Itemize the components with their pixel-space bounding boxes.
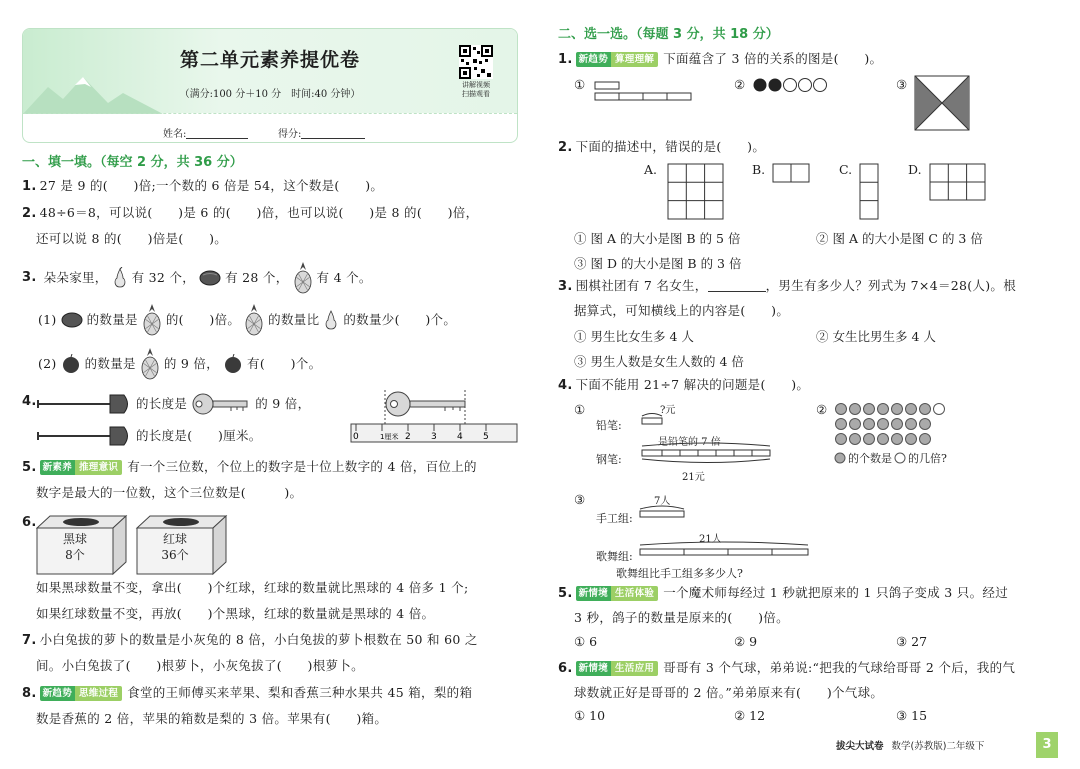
s2-q1-tag: 新趋势 算理理解: [576, 52, 659, 67]
s2-q6-opt3: ③ 15: [896, 708, 928, 723]
s2-q1-opt2-label: ②: [734, 77, 746, 92]
grey-circle: [850, 434, 861, 445]
exam-header: [22, 28, 518, 143]
ruler-tick-4: 4: [457, 432, 463, 442]
grey-circle: [892, 434, 903, 445]
grey-circle: [878, 419, 889, 430]
s1-q8-line2: 数是香蕉的 2 倍，苹果的箱数是梨的 3 倍。苹果有( )箱。: [36, 711, 388, 726]
grey-circle: [850, 404, 861, 415]
qr-caption-2: 扫描观看: [462, 90, 490, 98]
s2-q5-opt2: ② 9: [734, 634, 758, 649]
ruler-tick-1: 1厘米: [380, 433, 399, 441]
s2-q5-opt1: ① 6: [574, 634, 598, 649]
s1-q7-line1: 小白兔拔的萝卜的数量是小灰兔的 8 倍，小白兔拔的萝卜根数在 50 和 60 之: [39, 632, 478, 647]
s2-q2-opt2: ② 图 A 的大小是图 C 的 3 倍: [816, 231, 983, 246]
pineapple-icon: [293, 262, 313, 294]
page-footer: [836, 738, 984, 752]
exam-title: 第二单元素养提优卷: [179, 49, 360, 71]
s1-question-8: 8. 新趋势 思维过程 食堂的王师傅买来苹果、梨和香蕉三种水果共 45 箱，梨的箱: [22, 685, 473, 701]
exam-subtitle: （满分:100 分＋10 分 时间:40 分钟）: [179, 89, 361, 100]
s2-q2-grid-a: [667, 163, 725, 221]
grey-circle: [906, 404, 917, 415]
pear-icon: [112, 267, 128, 289]
s2-q4-pencil: 铅笔:: [596, 419, 622, 432]
s2-q6-opt1: ① 10: [574, 708, 606, 723]
s1-q4-l2: 的长度是( )厘米。: [136, 428, 262, 443]
s1-q3-2b: 的数量是: [84, 356, 136, 371]
footer-brand: 拔尖大试卷: [836, 741, 884, 752]
s1-q5-line2: 数字是最大的一位数，这个三位数是( )。: [36, 485, 303, 500]
grey-circle: [836, 404, 847, 415]
s2-q4-opt1-label: ①: [574, 402, 586, 417]
s1-q3-a: 朵朵家里，: [43, 270, 108, 285]
grey-circle: [864, 434, 875, 445]
s2-q4-text: 下面不能用 21÷7 解决的问题是( )。: [575, 377, 810, 392]
s2-q3-opt2: ② 女生比男生多 4 人: [816, 329, 936, 344]
s2-q1-bars: [594, 80, 712, 102]
s2-q6-tag: 新情境 生活应用: [576, 661, 659, 676]
s1-q3-1b: 的数量是: [86, 312, 138, 327]
grey-circle: [864, 419, 875, 430]
s1-q3-1d: 的数量比: [268, 312, 320, 327]
s1-q4-l1a: 的长度是: [136, 396, 188, 411]
ruler-tick-3: 3: [431, 432, 437, 442]
s2-q4-opt3-label: ③: [574, 492, 586, 507]
s2-q1-square: [914, 75, 970, 131]
s1-q3-c: 有 28 个，: [225, 270, 289, 285]
shovel-icon: [36, 392, 132, 416]
grey-circle: [906, 434, 917, 445]
section2-heading: 二、选一选。（每题 3 分，共 18 分）: [558, 27, 779, 42]
grey-circle: [892, 419, 903, 430]
s1-q4-line1: [36, 392, 310, 416]
s2-q1-opt1-label: ①: [574, 77, 586, 92]
s2-q2-grid-d: [929, 163, 987, 203]
white-circle: [934, 404, 945, 415]
grey-circle: [892, 404, 903, 415]
grey-circle: [878, 404, 889, 415]
grey-circles: [836, 404, 945, 445]
s2-question-2: 2. 下面的描述中，错误的是( )。: [558, 139, 766, 155]
s2-q6-line2: 球数就正好是哥哥的 2 倍。”弟弟原来有( )个气球。: [574, 685, 884, 700]
score-blank[interactable]: [301, 127, 365, 139]
s1-q4-line2: [36, 424, 262, 448]
s1-q7-line2: 间。小白兔拔了( )根萝卜，小灰兔拔了( )根萝卜。: [36, 658, 364, 673]
s1-q4-l1b: 的 9 倍，: [255, 396, 311, 411]
s1-question-7: 7. 小白兔拔的萝卜的数量是小灰兔的 8 倍，小白兔拔的萝卜根数在 50 和 60 之: [22, 632, 478, 648]
s2-q2-opt3: ③ 图 D 的大小是图 B 的 3 倍: [574, 256, 742, 271]
s2-q4-dance-n: 21人: [699, 534, 722, 545]
s2-question-3: 3. 围棋社团有 7 名女生， ，男生有多少人？列式为 7×4＝28(人)。根: [558, 278, 1017, 294]
s1-q3-part1: [38, 304, 456, 336]
pear-icon: [323, 309, 339, 331]
s1-q3-2c: 的 9 倍，: [163, 356, 220, 371]
pineapple-icon: [142, 304, 162, 336]
s2-q4-dance: 歌舞组:: [596, 550, 633, 563]
s1-q3-d: 有 4 个。: [316, 270, 372, 285]
s2-q2-label-b: B.: [752, 162, 766, 177]
grey-circle: [850, 419, 861, 430]
melon-icon: [61, 312, 83, 328]
s1-question-4: 4.: [22, 394, 37, 409]
grey-circle: [864, 404, 875, 415]
grey-circle: [920, 419, 931, 430]
s2-q1-text: 下面蕴含了 3 倍的关系的图是( )。: [663, 51, 883, 66]
s1-question-5: 5. 新素养 推理意识 有一个三位数，个位上的数字是十位上数字的 4 倍，百位上的: [22, 459, 477, 475]
s2-q3-line2: 据算式，可知横线上的内容是( )。: [574, 303, 790, 318]
ruler-tick-5: 5: [483, 432, 489, 442]
s1-q3-b: 有 32 个，: [131, 270, 196, 285]
pineapple-icon: [140, 348, 160, 380]
s1-q8-tag: 新趋势 思维过程: [40, 686, 123, 701]
shovel-icon: [36, 424, 132, 448]
s2-q5-line1: 一个魔术师每经过 1 秒就把原来的 1 只鸽子变成 3 只。经过: [663, 585, 1009, 600]
black-ball-label: 黑球 8个: [62, 532, 87, 562]
apple-icon: [61, 354, 81, 374]
s2-q6-line1: 哥哥有 3 个气球，弟弟说:“把我的气球给哥哥 2 个后，我的气: [663, 660, 1016, 675]
s2-q4-circle-question: 的个数是 的几倍?: [834, 450, 947, 466]
s1-q3-1e: 的数量少( )个。: [343, 312, 457, 327]
s2-q4-ask: 歌舞组比手工组多多少人?: [616, 567, 743, 580]
s2-q4-craft: 手工组:: [596, 512, 633, 525]
s2-q5-line2: 3 秒，鸽子的数量是原来的( )倍。: [574, 610, 789, 625]
s2-q2-label-d: D.: [908, 162, 922, 177]
s2-q3-opt3: ③ 男生人数是女生人数的 4 倍: [574, 354, 744, 369]
apple-icon: [223, 354, 243, 374]
s2-q4-group-diagram: [638, 503, 818, 563]
s2-q4-pen: 钢笔:: [596, 453, 622, 466]
s1-q3-2d: 有( )个。: [247, 356, 322, 371]
s2-question-4: 4. 下面不能用 21÷7 解决的问题是( )。: [558, 377, 810, 393]
footer-subject: 数学(苏教版)二年级下: [891, 741, 985, 752]
grey-circle: [836, 419, 847, 430]
page-number: 3: [1036, 732, 1058, 758]
s2-q2-grid-b: [772, 163, 812, 185]
s2-question-1: 1. 新趋势 算理理解 下面蕴含了 3 倍的关系的图是( )。: [558, 51, 883, 67]
s2-q4-total: 21元: [682, 472, 705, 483]
key-icon: [191, 392, 251, 416]
score-label: 得分:: [278, 129, 302, 140]
name-field[interactable]: [163, 125, 248, 140]
grey-circle: [836, 434, 847, 445]
s2-q2-label-a: A.: [644, 162, 658, 177]
s1-question-3: 3. 朵朵家里， 有 32 个， 有 28 个， 有 4 个。: [22, 262, 372, 294]
s2-q2-grid-c: [859, 163, 881, 221]
s2-q3-blank[interactable]: [708, 280, 766, 292]
s1-q3-1c: 的( )倍。: [165, 312, 241, 327]
s1-q3-part2: [38, 348, 321, 380]
s2-q4-pen-note: 是铅笔的 7 倍: [658, 437, 721, 448]
s2-q2-label-c: C.: [839, 162, 853, 177]
s2-q4-circle-grid[interactable]: [834, 402, 964, 448]
melon-icon: [199, 270, 221, 286]
s2-q1-circles: [752, 77, 842, 93]
grey-circle: [906, 419, 917, 430]
s1-q8-line1: 食堂的王师傅买来苹果、梨和香蕉三种水果共 45 箱，梨的箱: [127, 685, 473, 700]
s1-question-1: 1. 27 是 9 的( )倍;一个数的 6 倍是 54，这个数是( )。: [22, 178, 384, 194]
s2-q3-line1b: ，男生有多少人？列式为 7×4＝28(人)。根: [765, 278, 1017, 293]
s1-q1-text: 27 是 9 的( )倍;一个数的 6 倍是 54，这个数是( )。: [39, 178, 384, 193]
s2-question-5: 5. 新情境 生活体验 一个魔术师每经过 1 秒就把原来的 1 只鸽子变成 3 只。经过: [558, 585, 1009, 601]
s2-q5-tag: 新情境 生活体验: [576, 586, 659, 601]
s1-q3-2a: (2): [38, 356, 57, 371]
pineapple-icon: [244, 304, 264, 336]
red-ball-label: 红球 36个: [161, 532, 189, 562]
grey-circle: [920, 434, 931, 445]
grey-circle: [878, 434, 889, 445]
ruler-tick-0: 0: [353, 432, 359, 442]
s1-q2-line2: 还可以说 8 的( )倍是( )。: [36, 231, 228, 246]
grey-circle: [920, 404, 931, 415]
section1-heading: 一、填一填。（每空 2 分，共 36 分）: [22, 155, 243, 170]
s2-q4-pen-diagram: [628, 410, 778, 470]
qr-caption-1: 讲解视频: [462, 81, 490, 89]
qr-code-icon[interactable]: [459, 45, 493, 79]
s1-q3-1a: (1): [38, 312, 57, 327]
white-circle-icon: [894, 452, 906, 464]
s2-q6-opt2: ② 12: [734, 708, 766, 723]
ruler-tick-2: 2: [405, 432, 411, 442]
s2-q3-opt1: ① 男生比女生多 4 人: [574, 329, 694, 344]
s2-q4-craft-n: 7人: [654, 496, 671, 507]
ruler-figure: [350, 386, 520, 446]
grey-circle-icon: [834, 452, 846, 464]
s2-q3-line1a: 围棋社团有 7 名女生，: [575, 278, 708, 293]
s1-q5-tag: 新素养 推理意识: [40, 460, 123, 475]
s2-q5-opt3: ③ 27: [896, 634, 928, 649]
s1-q6-line1: 如果黑球数量不变，拿出( )个红球，红球的数量就比黑球的 4 倍多 1 个;: [36, 580, 469, 595]
s1-q5-line1: 有一个三位数，个位上的数字是十位上数字的 4 倍，百位上的: [127, 459, 477, 474]
s2-q4-opt2-label: ②: [816, 402, 828, 417]
s2-q2-opt1: ① 图 A 的大小是图 B 的 5 倍: [574, 231, 741, 246]
right-column: [546, 0, 1080, 769]
s1-question-6: 6.: [22, 515, 37, 530]
name-label: 姓名:: [163, 129, 187, 140]
s2-q1-opt3-label: ③: [896, 77, 908, 92]
header-divider: [23, 113, 517, 114]
s1-q2-line1: 48÷6＝8，可以说( )是 6 的( )倍，也可以说( )是 8 的( )倍，: [39, 205, 479, 220]
s1-q6-line2: 如果红球数量不变，再放( )个黑球，红球的数量就是黑球的 4 倍。: [36, 606, 435, 621]
s2-question-6: 6. 新情境 生活应用 哥哥有 3 个气球，弟弟说:“把我的气球给哥哥 2 个后，我的气: [558, 660, 1016, 676]
score-field[interactable]: [278, 125, 365, 140]
s2-q2-text: 下面的描述中，错误的是( )。: [575, 139, 766, 154]
s1-question-2: 2. 48÷6＝8，可以说( )是 6 的( )倍，也可以说( )是 8 的( )倍，: [22, 205, 479, 221]
name-blank[interactable]: [186, 127, 248, 139]
s2-q4-price: ?元: [660, 405, 676, 416]
